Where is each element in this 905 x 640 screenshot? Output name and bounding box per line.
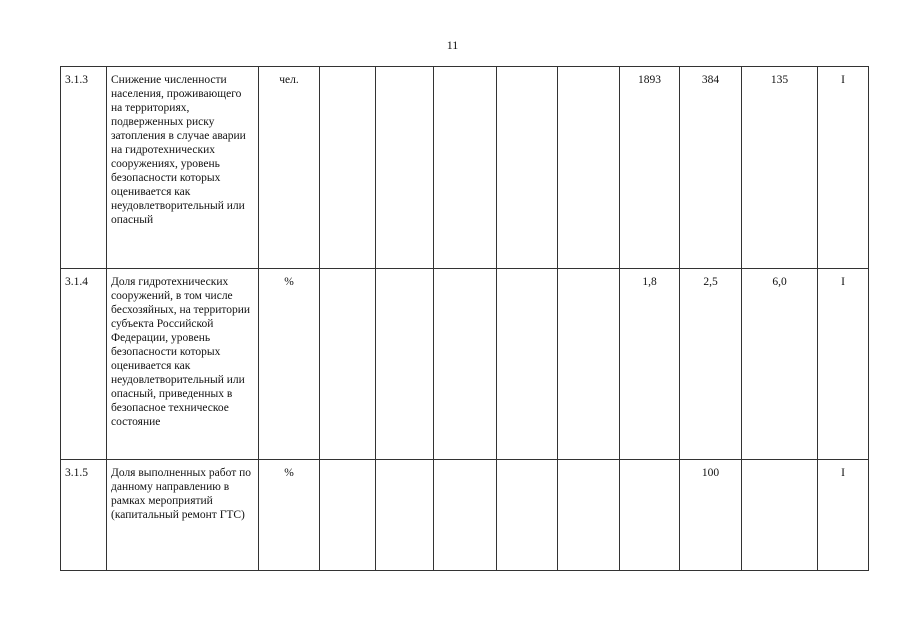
row-value-4 [497, 269, 558, 460]
indicators-table [60, 66, 869, 571]
table-row [61, 460, 869, 571]
row-value-6: 1,8 [620, 269, 680, 460]
row-value-9: I [818, 269, 869, 460]
row-value-5 [558, 269, 620, 460]
row-value-1 [320, 67, 376, 269]
row-value-9: I [818, 460, 869, 571]
row-value-7: 2,5 [680, 269, 742, 460]
table-row [61, 67, 869, 269]
row-name: Снижение численности населения, проживающего на территориях, подверженных риску затопления в случае аварии на гидротехнических сооружениях, уровень безопасности которых оценивается как неудовлетворительный или опасный [107, 67, 259, 269]
row-value-8: 135 [742, 67, 818, 269]
row-value-2 [376, 460, 434, 571]
row-value-6: 1893 [620, 67, 680, 269]
row-name: Доля выполненных работ по данному направлению в рамках мероприятий (капитальный ремонт ГТС) [107, 460, 259, 571]
row-code: 3.1.5 [61, 460, 107, 571]
row-unit: % [259, 269, 320, 460]
row-value-6 [620, 460, 680, 571]
row-value-2 [376, 67, 434, 269]
row-value-8 [742, 460, 818, 571]
row-value-4 [497, 460, 558, 571]
row-value-3 [434, 269, 497, 460]
row-unit: чел. [259, 67, 320, 269]
table-row [61, 269, 869, 460]
row-value-7: 100 [680, 460, 742, 571]
row-value-4 [497, 67, 558, 269]
row-value-2 [376, 269, 434, 460]
row-value-1 [320, 269, 376, 460]
row-value-3 [434, 67, 497, 269]
row-value-7: 384 [680, 67, 742, 269]
row-unit: % [259, 460, 320, 571]
row-value-1 [320, 460, 376, 571]
row-code: 3.1.3 [61, 67, 107, 269]
row-value-5 [558, 67, 620, 269]
row-code: 3.1.4 [61, 269, 107, 460]
page-number: 11 [446, 38, 459, 52]
row-value-5 [558, 460, 620, 571]
row-value-9: I [818, 67, 869, 269]
row-value-8: 6,0 [742, 269, 818, 460]
row-name: Доля гидротехнических сооружений, в том числе бесхозяйных, на территории субъекта Российской Федерации, уровень безопасности которых оценивается как неудовлетворительный или опасный, приведенных в безопасное техническое состояние [107, 269, 259, 460]
row-value-3 [434, 460, 497, 571]
